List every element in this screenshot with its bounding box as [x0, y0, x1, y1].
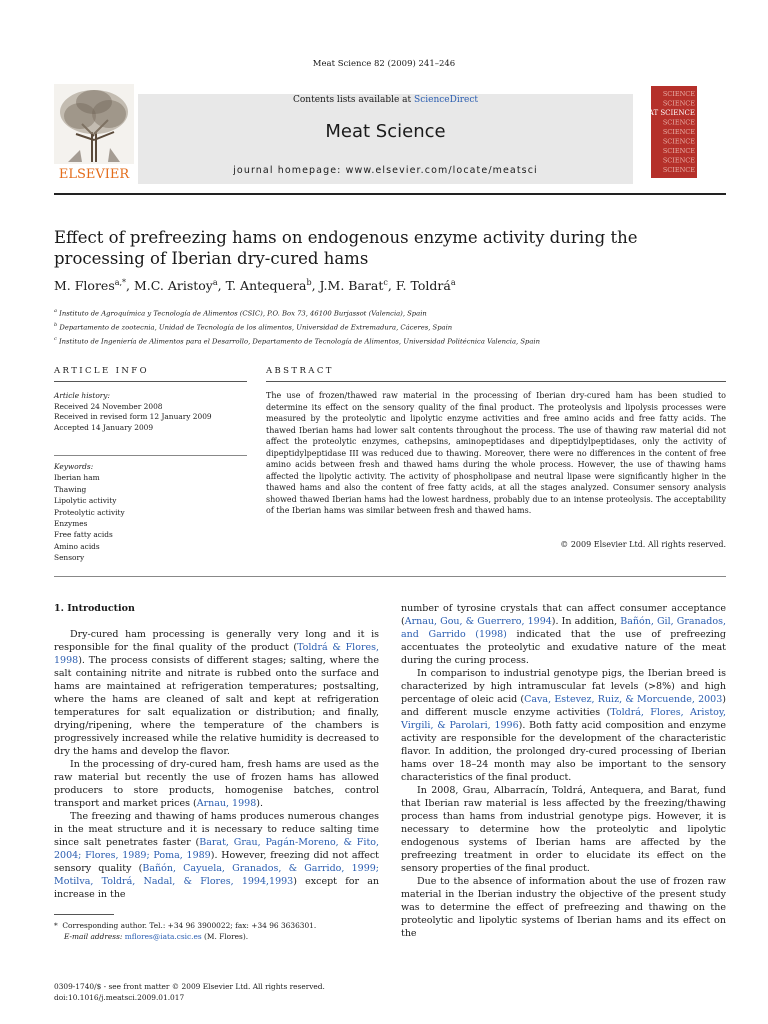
article-info-rule: [54, 381, 247, 382]
paragraph-text: ).: [256, 798, 263, 809]
history-revised: Received in revised form 12 January 2009: [54, 412, 212, 422]
citation-link[interactable]: Toldrá & Flores, 1998: [54, 642, 379, 666]
paragraph-text: ) except for an increase in the: [54, 876, 379, 900]
keyword-item: Lipolytic activity: [54, 496, 117, 506]
cover-text-art: [636, 86, 697, 178]
paragraph-text: indicated that the use of prefreezing accentuates the proteolytic and exudative nature of the meat during the curing process.: [401, 629, 726, 666]
article-title: Effect of prefreezing hams on endogenous enzyme activity during the processing of Iberian dry-cured hams: [54, 228, 638, 268]
footnote-contact: Corresponding author. Tel.: +34 96 3900022; fax: +34 96 3636301.: [62, 921, 317, 930]
history-received: Received 24 November 2008: [54, 401, 163, 411]
affiliation-marker: c: [54, 335, 57, 342]
citation-link[interactable]: Cava, Estevez, Ruiz, & Morcuende, 2003: [524, 694, 723, 705]
cover-title-text: SCIENCE: [662, 99, 695, 108]
citation-link[interactable]: Bañón, Gil, Granados, and Garrido (1998): [401, 616, 727, 640]
journal-citation: Meat Science 82 (2009) 241–246: [312, 59, 456, 69]
abstract-heading: ABSTRACT: [266, 366, 334, 376]
footnote-marker: *: [54, 921, 58, 930]
email-label: E-mail address:: [64, 932, 123, 941]
paragraph-text: In the processing of dry-cured ham, fresh hams are used as the raw material but recently the use of frozen hams has allowed producers to store products, homogenise batches, control transport and market prices (: [54, 759, 379, 809]
author-name: T. Antequera: [225, 278, 307, 294]
keywords-label: Keywords:: [54, 462, 94, 471]
history-label: Article history:: [54, 391, 110, 400]
affiliation-text: Departamento de zootecnia, Unidad de Tecnología de los alimentos, Universidad de Extremadura, Cáceres, Spain: [57, 323, 453, 332]
abstract-text: The use of frozen/thawed raw material in the processing of Iberian dry-cured ham has been studied to determine its effect on the sensory quality of the final product. The proteolysis and lipolysis processes were measured by the proteolytic and lipolytic enzyme activities and free amino acids and free fatty acids. The thawed Iberian hams had lower salt contents throughout the process. The use of thawing raw material did not affect the proteolytic enzymes, cathepsins, aminopeptidases and dipeptidylpeptidases, only the activity of dipeptidylpeptidase III was reduced due to thawing. Moreover, there were no differences in the content of free amino acids between fresh and thawed hams during the whole process. However, the use of thawing hams affected the lipolytic activity. The activity of phospholipase and neutral lipase were significantly higher in the thawed hams and also the content of free fatty acids, at all the stages analyzed. Consumer sensory analysis showed thawed Iberian hams had the lowest hardness, probably due to an intense proteolysis. The acceptability of the Iberian hams was similar between fresh and thawed hams.: [266, 391, 726, 515]
cover-title-text: SCIENCE: [662, 90, 695, 98]
author-affiliation-marker: a: [212, 278, 218, 287]
abstract-rule: [266, 381, 726, 382]
affiliation-item: [54, 320, 540, 334]
elsevier-tree-icon: [54, 84, 134, 182]
paragraph-text: In 2008, Grau, Albarracín, Toldrá, Antequera, and Barat, fund that Iberian raw material is less affected by the freezing/thawing process than hams from industrial genotype pigs. However, it is necessary to determine how the proteolytic and lipolytic endogenous systems of Iberian hams are affected by the prefreezing treatment in order to elucidate its effect on the sensory properties of the final product.: [401, 785, 726, 874]
author-name: J.M. Barat: [319, 278, 384, 294]
body-paragraph: [54, 810, 379, 901]
abstract-copyright: © 2009 Elsevier Ltd. All rights reserved.: [560, 540, 726, 549]
paragraph-text: ) and different muscle enzyme activities (: [401, 694, 726, 718]
citation-link[interactable]: Bañón, Cayuela, Granados, & Garrido, 1999; Motilva, Toldrá, Nadal, & Flores, 1994,1993: [54, 863, 379, 887]
paragraph-text: number of tyrosine crystals that can affect consumer acceptance (: [401, 603, 726, 627]
affiliation-text: Instituto de Agroquímica y Tecnología de Alimentos (CSIC), P.O. Box 73, 46100 Burjassot (Valencia), Spain: [56, 309, 427, 318]
author-name: M.C. Aristoy: [134, 278, 213, 294]
elsevier-logo: [54, 84, 134, 182]
publisher-name: ELSEVIER: [58, 167, 130, 182]
body-paragraph: [401, 667, 726, 784]
paragraph-text: The freezing and thawing of hams produces numerous changes in the meat structure and it is necessary to reduce salting time since salt penetrates faster (: [54, 811, 379, 848]
author-name: M. Flores: [54, 278, 115, 294]
paragraph-text: ). Both fatty acid composition and enzyme activity are responsible for the development of the characteristic flavor. In addition, the prolonged dry-cured processing of Iberian hams over 18–24 month may also be important to the sensory characteristics of the final product.: [401, 720, 726, 783]
keyword-item: Free fatty acids: [54, 530, 113, 540]
paragraph-text: Due to the absence of information about the use of frozen raw material in the Iberian industry the objective of the present study was to determine the effect of prefreezing and thawing on the proteolytic and lipolytic systems of Iberian hams and its effect on the: [401, 876, 726, 939]
cover-title-text: SCIENCE: [662, 137, 695, 146]
affiliation-marker: a: [54, 308, 57, 314]
doi-line: doi:10.1016/j.meatsci.2009.01.017: [54, 993, 185, 1002]
article-info-heading: ARTICLE INFO: [54, 366, 149, 376]
sciencedirect-link[interactable]: ScienceDirect: [414, 95, 478, 105]
cover-title-text: MEAT SCIENCE: [636, 109, 695, 117]
affiliation-text: Instituto de Ingeniería de Alimentos para el Desarrollo, Departamento de Tecnología de Alimentos, Universidad Politécnica Valencia, Spain: [56, 336, 540, 345]
citation-link[interactable]: Arnau, 1998: [196, 798, 257, 809]
journal-cover-image: [636, 86, 697, 178]
citation-link[interactable]: Toldrá, Flores, Aristoy, Virgili, & Parolari, 1996: [401, 707, 726, 731]
keyword-item: Proteolytic activity: [54, 507, 125, 517]
citation-link[interactable]: Arnau, Gou, & Guerrero, 1994: [404, 616, 552, 627]
citation-link[interactable]: Barat, Grau, Pagán-Moreno, & Fito, 2004; Flores, 1989; Poma, 1989: [54, 837, 379, 861]
author-affiliation-marker: b: [306, 278, 312, 287]
body-paragraph: [54, 758, 379, 810]
email-suffix: (M. Flores).: [204, 932, 249, 941]
keyword-item: Amino acids: [54, 541, 100, 551]
introduction-heading: 1. Introduction: [54, 603, 135, 614]
author-name: F. Toldrá: [395, 278, 451, 294]
paragraph-text: ). In addition,: [551, 616, 621, 627]
body-paragraph: [54, 628, 379, 758]
author-list: M. Flores$^{a,*}$, M.C. Aristoy$^a$, T. Antequera$^b$, J.M. Barat$^c$, F. Toldrá$^a$: [54, 278, 456, 294]
keyword-item: Iberian ham: [54, 473, 100, 483]
paragraph-text: In comparison to industrial genotype pigs, the Iberian breed is characterized by high intramuscular fat levels (>8%) and high percentage of oleic acid (: [401, 668, 726, 705]
contents-prefix: Contents lists available at: [293, 95, 415, 105]
journal-title: Meat Science: [325, 121, 446, 142]
body-paragraph: [401, 784, 726, 875]
cover-title-text: SCIENCE: [662, 166, 695, 174]
keywords-rule: [54, 455, 247, 456]
body-column-left: [54, 628, 379, 901]
paragraph-text: ). The process consists of different stages; salting, where the salt containing nitrite and nitrate is rubbed onto the surface and hams are maintained at refrigeration temperatures; postsalting, where the hams are cleaned of salt and kept at refrigeration temperatures for salt equalization or distribution; and finally, drying/ripening, where the temperature of the chambers is progressively increased while the relative humidity is decreased to dry the hams and develop the flavor.: [54, 655, 379, 757]
body-column-right: [401, 602, 726, 940]
page-footer: [54, 981, 325, 1003]
section-rule: [54, 576, 726, 577]
issn-line: 0309-1740/$ - see front matter © 2009 Elsevier Ltd. All rights reserved.: [54, 982, 325, 991]
keyword-item: Enzymes: [54, 519, 88, 529]
history-accepted: Accepted 14 January 2009: [54, 423, 154, 433]
footnote-rule: [54, 914, 114, 915]
contents-line: [138, 95, 633, 105]
paragraph-text: ). However, freezing did not affect sensory quality (: [54, 850, 380, 874]
keyword-item: Sensory: [54, 553, 85, 563]
keyword-list: [54, 461, 125, 564]
cover-title-text: SCIENCE: [662, 147, 695, 155]
cover-title-text: SCIENCE: [662, 156, 695, 165]
affiliation-marker: b: [54, 321, 58, 328]
affiliation-list: [54, 306, 540, 347]
cover-title-text: SCIENCE: [662, 128, 695, 136]
journal-homepage[interactable]: journal homepage: www.elsevier.com/locate/meatsci: [233, 165, 538, 176]
paragraph-text: Dry-cured ham processing is generally very long and it is responsible for the final quality of the product (: [54, 629, 379, 653]
header-rule: [54, 193, 726, 195]
keyword-item: Thawing: [54, 484, 87, 494]
body-paragraph: [401, 875, 726, 940]
body-paragraph: [401, 602, 726, 667]
email-link[interactable]: mflores@iata.csic.es: [124, 932, 202, 941]
affiliation-item: [54, 306, 540, 320]
author-affiliation-marker: c: [383, 278, 388, 287]
corresponding-author-footnote: [54, 920, 316, 942]
affiliation-item: [54, 334, 540, 348]
cover-title-text: SCIENCE: [662, 118, 695, 127]
article-history: [54, 391, 212, 434]
author-affiliation-marker: a: [450, 278, 456, 287]
author-affiliation-marker: a,*: [114, 278, 127, 287]
